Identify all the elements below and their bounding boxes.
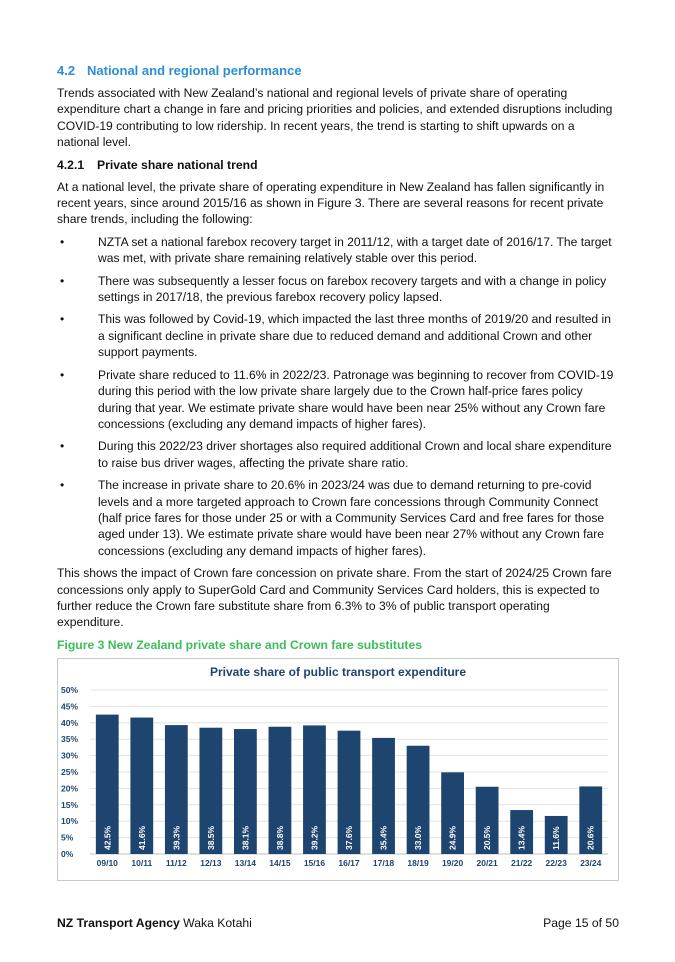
subsection-paragraph: At a national level, the private share of operating expenditure in New Zealand has fallen significantly in recent years, since around 2015/16 as shown in Figure 3. There are several reasons for recent private share trends, including the following: — [57, 179, 605, 227]
figure-caption: Figure 3 New Zealand private share and Crown fare substitutes — [57, 637, 423, 652]
y-tick-label: 25% — [61, 766, 79, 777]
x-tick-label: 21/22 — [511, 857, 533, 868]
footer-org-rest: Waka Kotahi — [179, 916, 252, 930]
y-tick-label: 35% — [61, 733, 79, 744]
x-tick-label: 20/21 — [476, 857, 498, 868]
chart-title: Private share of public transport expenditure — [209, 664, 467, 679]
x-tick-label: 11/12 — [165, 857, 187, 868]
subsection-title: Private share national trend — [97, 157, 258, 172]
x-tick-label: 19/20 — [441, 857, 464, 868]
x-tick-label: 09/10 — [96, 857, 118, 868]
bullet-text: NZTA set a national farebox recovery target in 2011/12, with a target date of 2016/17. The target was met, with private share remaining relatively stable over this period. — [98, 234, 612, 266]
y-tick-label: 0% — [61, 848, 74, 859]
bar-data-label: 38.8% — [274, 825, 285, 850]
y-tick-label: 50% — [61, 684, 79, 695]
list-item — [57, 477, 619, 559]
bar-data-label: 35.4% — [378, 825, 389, 850]
bullet-icon: • — [60, 478, 65, 493]
x-tick-label: 23/24 — [580, 857, 602, 868]
bar-data-label: 39.3% — [171, 825, 182, 850]
intro-paragraph: Trends associated with New Zealand’s national and regional levels of private share of operating expenditure chart a change in fare and pricing priorities and policies, and extended disruptions including COVID-19 contributing to low ridership. In recent years, the trend is starting to shift upwards on a national level. — [57, 86, 613, 150]
x-tick-label: 10/11 — [131, 857, 153, 868]
bullet-text: Private share reduced to 11.6% in 2022/23. Patronage was beginning to recover from COVID-19 during this period with the low private share largely due to the Crown half-price fares policy during that year. We estimate private share would have been near 25% without any Crown fare concessions (excluding any demand impacts of higher fares). — [98, 367, 614, 431]
bar-data-label: 33.0% — [413, 825, 424, 850]
x-tick-label: 15/16 — [303, 857, 326, 868]
bullet-icon: • — [60, 273, 65, 288]
bar-data-label: 42.5% — [102, 825, 113, 850]
list-item — [57, 311, 619, 360]
subsection-heading — [57, 157, 619, 174]
y-tick-label: 15% — [61, 799, 79, 810]
y-tick-label: 45% — [61, 701, 79, 712]
bar-data-label: 20.6% — [585, 825, 596, 850]
x-tick-label: 16/17 — [338, 857, 360, 868]
y-tick-label: 5% — [61, 832, 74, 843]
bullet-icon: • — [60, 439, 65, 454]
list-item — [57, 438, 619, 471]
bullet-text: There was subsequently a lesser focus on farebox recovery targets and with a change in policy settings in 2017/18, the previous farebox recovery policy lapsed. — [98, 273, 607, 305]
x-tick-label: 14/15 — [269, 857, 291, 868]
bullet-text: This was followed by Covid-19, which impacted the last three months of 2019/20 and resulted in a significant decline in private share due to reduced demand and additional Crown and other support payments. — [98, 312, 611, 360]
footer-page-number: Page 15 of 50 — [543, 916, 619, 930]
document-page — [57, 62, 619, 881]
list-item — [57, 273, 619, 306]
closing-paragraph: This shows the impact of Crown fare concession on private share. From the start of 2024/25 Crown fare concessions only apply to SuperGold Card and Community Services Card holders, this is expected to further reduce the Crown fare substitute share from 6.3% to 3% of public transport operating expenditure. — [57, 566, 612, 630]
y-tick-label: 20% — [61, 783, 79, 794]
x-tick-label: 17/18 — [372, 857, 395, 868]
y-tick-label: 30% — [61, 750, 79, 761]
list-item — [57, 234, 619, 267]
subsection-number: 4.2.1 — [57, 157, 85, 172]
bar-data-label: 37.6% — [344, 825, 354, 850]
bar-data-label: 13.4% — [516, 825, 527, 850]
bar-data-label: 20.5% — [482, 825, 493, 850]
x-tick-label: 18/19 — [407, 857, 429, 868]
section-title: National and regional performance — [87, 63, 302, 78]
bar-data-label: 38.1% — [240, 825, 251, 850]
section-number: 4.2 — [57, 63, 76, 78]
bullet-icon: • — [60, 234, 65, 249]
bar-data-label: 41.6% — [136, 825, 147, 850]
bar-chart — [58, 659, 618, 880]
chart-container — [57, 658, 619, 881]
bullet-icon: • — [60, 312, 65, 327]
x-tick-label: 13/14 — [234, 857, 257, 868]
bar-data-label: 38.5% — [205, 825, 216, 850]
y-tick-label: 10% — [61, 815, 79, 826]
footer-org — [57, 916, 252, 930]
bullet-text: The increase in private share to 20.6% in 2023/24 was due to demand returning to pre-covid levels and a more targeted approach to Crown fare concessions through Community Connect (half price fares for those under 25 or with a Community Services Card and free fares for those aged under 13). We estimate private share would have been near 27% without any Crown fare concessions (excluding any demand impacts of higher fares). — [98, 478, 605, 558]
bullet-text: During this 2022/23 driver shortages also required additional Crown and local share expenditure to raise bus driver wages, affecting the private share ratio. — [98, 439, 612, 470]
x-tick-label: 12/13 — [200, 857, 222, 868]
x-tick-label: 22/23 — [545, 857, 567, 868]
y-tick-label: 40% — [61, 717, 79, 728]
page-footer — [57, 916, 619, 930]
section-heading — [57, 62, 619, 79]
bar-data-label: 24.9% — [447, 825, 458, 850]
footer-org-bold: NZ Transport Agency — [57, 916, 180, 930]
bar-data-label: 11.6% — [551, 826, 562, 850]
bullet-list — [57, 234, 619, 559]
bullet-icon: • — [60, 367, 65, 382]
bar-data-label: 39.2% — [309, 825, 320, 850]
list-item — [57, 367, 619, 433]
